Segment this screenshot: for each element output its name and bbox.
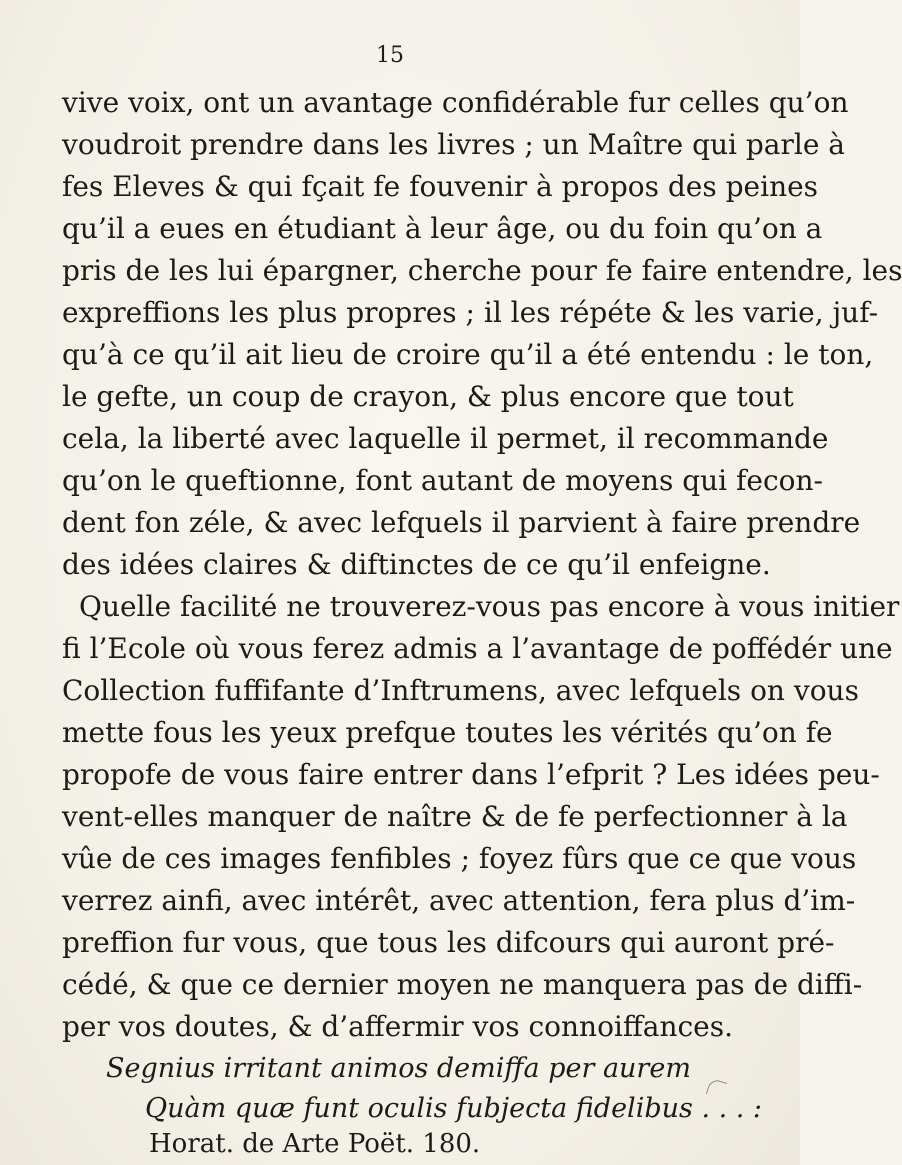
text-line-15: Collection fuffifante d’Inftrumens, avec lefquels on vous	[62, 674, 859, 707]
text-line-4: qu’il a eues en étudiant à leur âge, ou du foin qu’on a	[62, 212, 823, 245]
text-line-7: qu’à ce qu’il ait lieu de croire qu’il a été entendu : le ton,	[62, 338, 874, 371]
text-line-23: per vos doutes, & d’affermir vos connoiffances.	[62, 1010, 734, 1043]
text-line-22: cédé, & que ce dernier moyen ne manquera pas de diffi-	[62, 968, 863, 1001]
text-line-3: fes Eleves & qui fçait fe fouvenir à propos des peines	[62, 170, 819, 203]
text-line-5: pris de les lui épargner, cherche pour fe faire entendre, les	[62, 254, 902, 287]
text-line-12: des idées claires & diftinctes de ce qu’il enfeigne.	[62, 548, 771, 581]
text-line-21: preffion fur vous, que tous les difcours qui auront pré-	[62, 926, 835, 959]
text-line-16: mette fous les yeux prefque toutes les vérités qu’on fe	[62, 716, 833, 749]
text-line-6: expreffions les plus propres ; il les répéte & les varie, juf-	[62, 296, 879, 329]
text-line-8: le gefte, un coup de crayon, & plus encore que tout	[62, 380, 794, 413]
citation: Horat. de Arte Poët. 180.	[149, 1129, 481, 1159]
text-line-19: vûe de ces images fenfibles ; foyez fûrs que ce que vous	[62, 842, 857, 875]
text-line-14: fi l’Ecole où vous ferez admis a l’avantage de poffédér une	[62, 632, 893, 665]
text-line-18: vent-elles manquer de naître & de fe perfectionner à la	[62, 800, 848, 833]
text-line-13: Quelle facilité ne trouverez-vous pas encore à vous initier	[79, 590, 900, 623]
page-number: 15	[376, 43, 404, 68]
text-line-17: propofe de vous faire entrer dans l’efprit ? Les idées peu-	[62, 758, 880, 791]
text-line-11: dent fon zéle, & avec lefquels il parvient à faire prendre	[62, 506, 861, 539]
latin-quote-line-1: Segnius irritant animos demiffa per aurem	[106, 1053, 691, 1084]
text-line-9: cela, la liberté avec laquelle il permet, il recommande	[62, 422, 829, 455]
latin-quote-line-2: Quàm quæ funt oculis fubjecta fidelibus . . . :	[145, 1093, 763, 1124]
text-line-1: vive voix, ont un avantage confidérable fur celles qu’on	[62, 86, 849, 119]
text-line-10: qu’on le queftionne, font autant de moyens qui fecon-	[62, 464, 824, 497]
text-line-20: verrez ainfi, avec intérêt, avec attention, fera plus d’im-	[62, 884, 856, 917]
text-line-2: voudroit prendre dans les livres ; un Maître qui parle à	[62, 128, 846, 161]
